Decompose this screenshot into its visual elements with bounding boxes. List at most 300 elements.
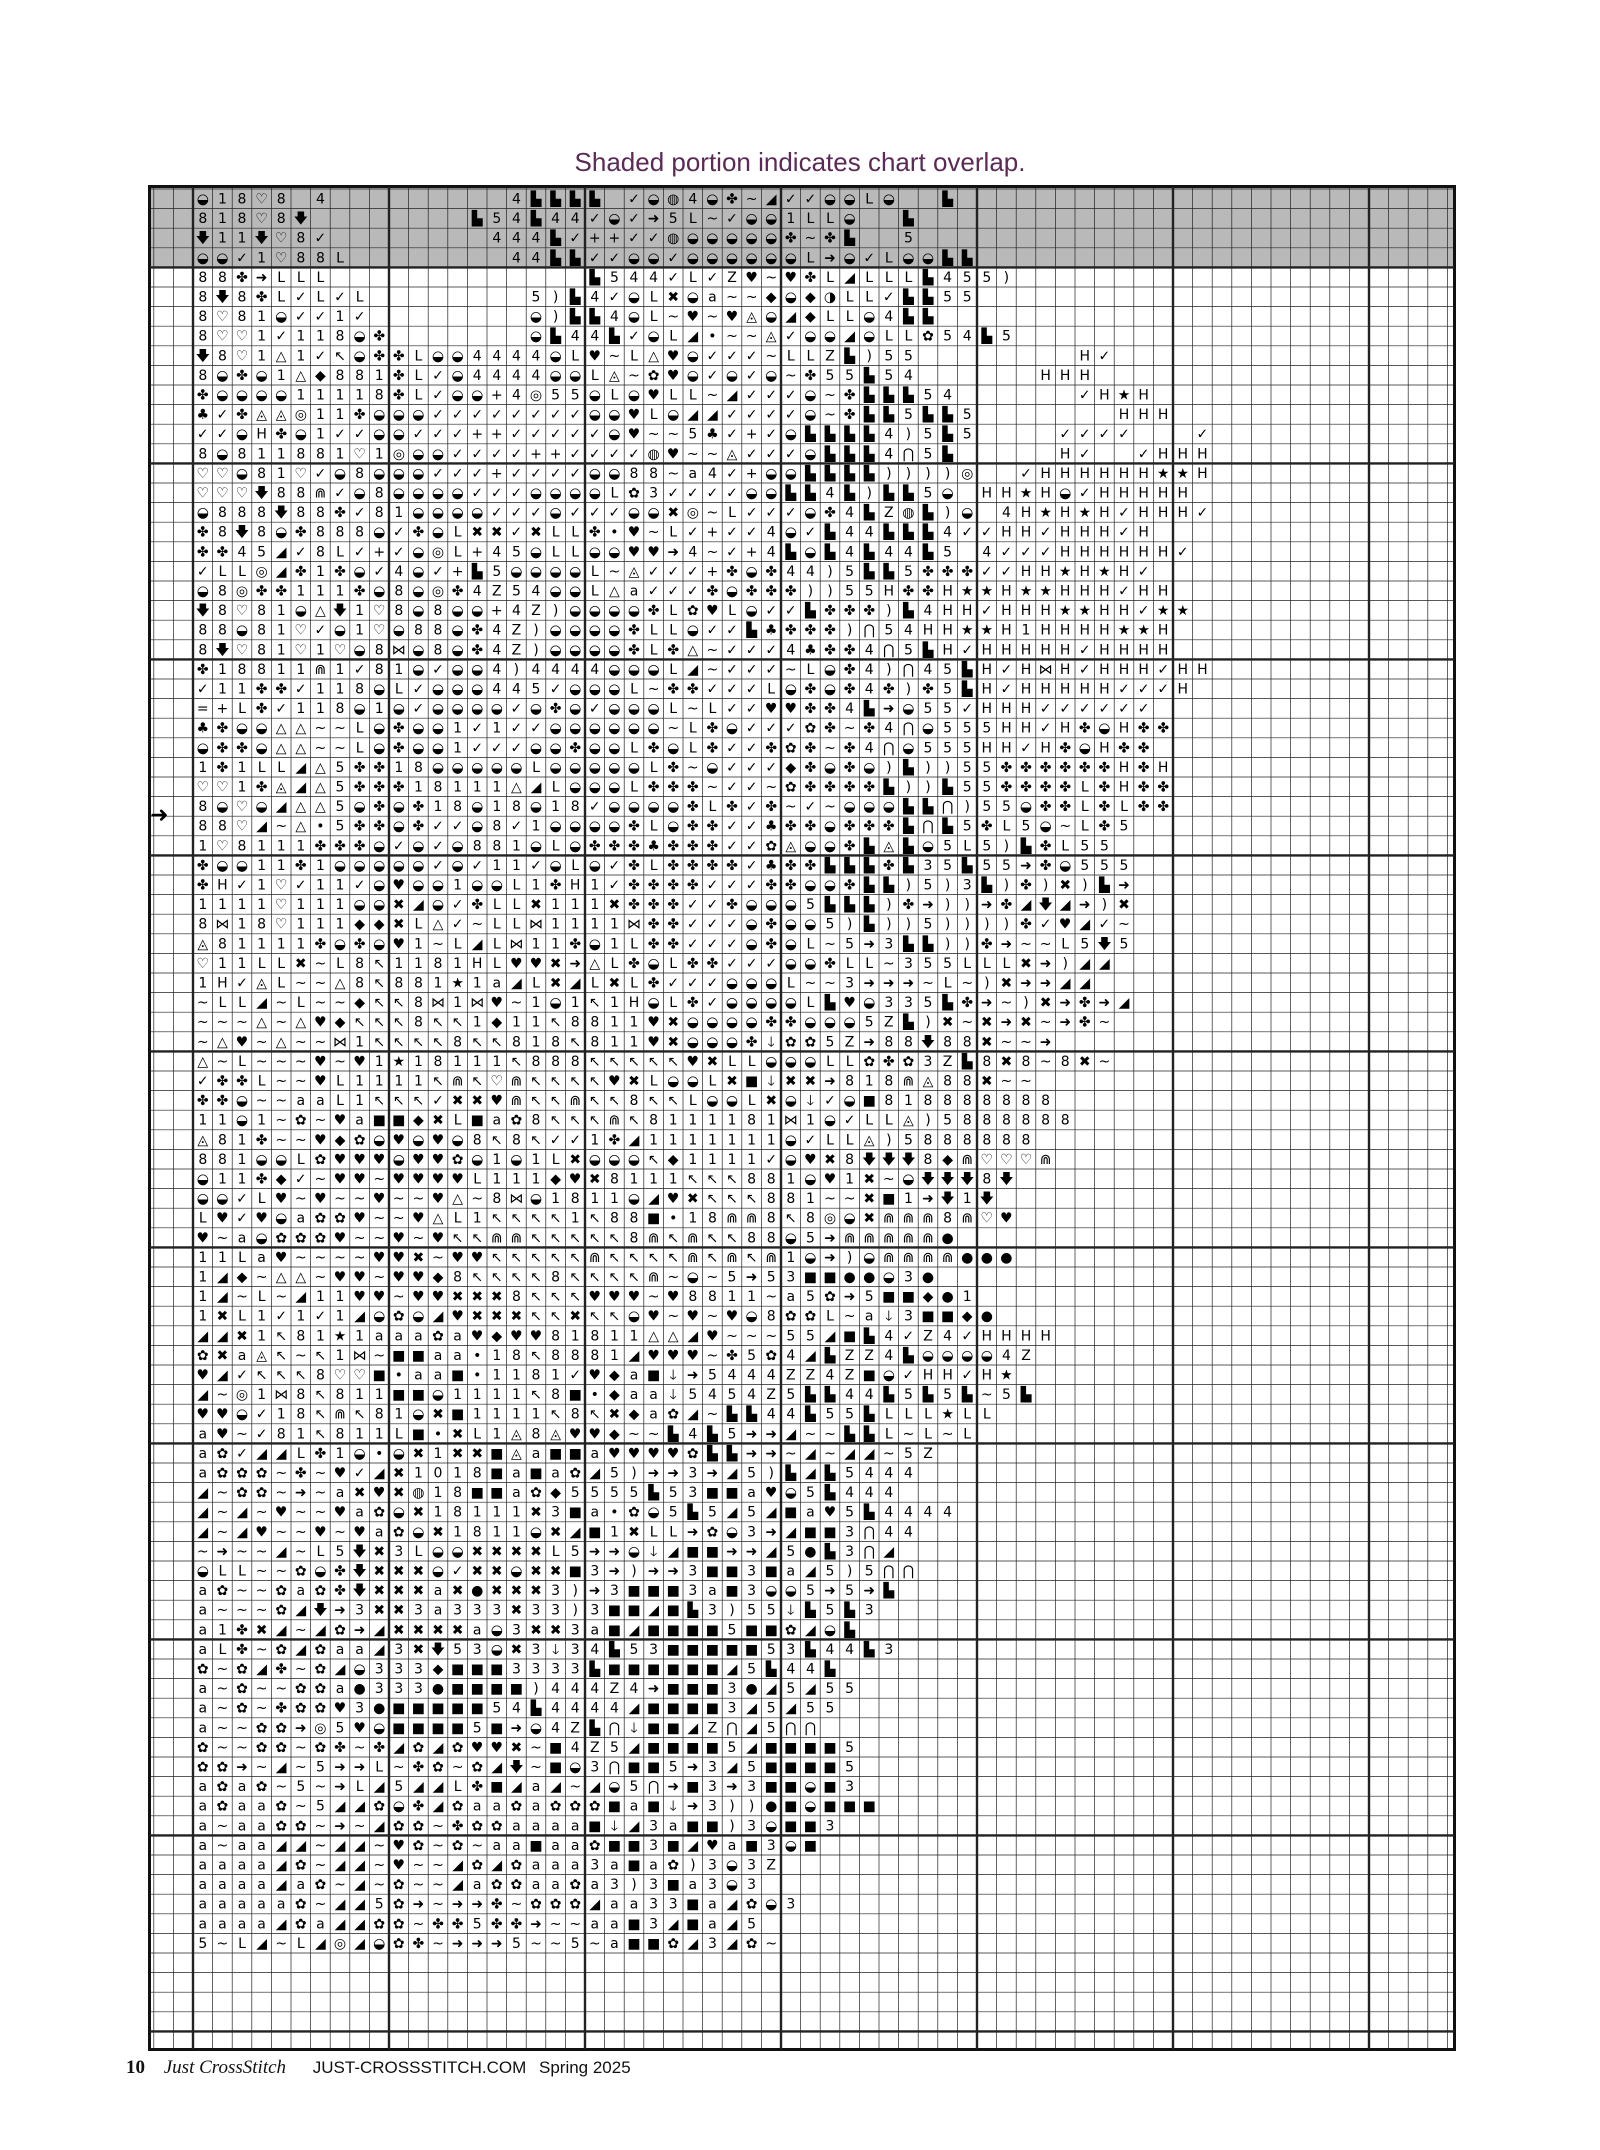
stitch-symbol: ~: [295, 1622, 307, 1638]
stitch-symbol: ■: [647, 1760, 660, 1776]
stitch-symbol: H: [1178, 446, 1189, 462]
stitch-symbol: ◒: [216, 250, 228, 266]
stitch-symbol: ◢: [727, 1897, 738, 1913]
stitch-symbol: ✓: [354, 427, 366, 443]
stitch-symbol: ~: [432, 936, 444, 952]
stitch-symbol: ◒: [628, 662, 640, 678]
stitch-symbol: ~: [217, 1681, 229, 1697]
stitch-symbol: ~: [746, 192, 758, 208]
stitch-symbol: ↖: [569, 1230, 581, 1246]
stitch-symbol: ◆: [433, 1270, 444, 1286]
stitch-symbol: ◒: [373, 1132, 385, 1148]
stitch-symbol: 1: [198, 1113, 207, 1129]
stitch-symbol: ◬: [510, 1446, 522, 1462]
stitch-symbol: ✤: [354, 407, 366, 423]
stitch-symbol: H: [1158, 642, 1169, 658]
stitch-symbol: ↖: [491, 1211, 503, 1227]
stitch-symbol: ✓: [765, 956, 777, 972]
stitch-symbol: 5: [943, 662, 952, 678]
stitch-symbol: ■: [667, 1681, 680, 1697]
stitch-symbol: ✓: [785, 721, 797, 737]
stitch-symbol: 🡓: [787, 1603, 794, 1619]
stitch-symbol: 5: [767, 1720, 776, 1736]
stitch-symbol: ✓: [609, 858, 621, 874]
stitch-symbol: ✤: [334, 505, 346, 521]
stitch-symbol: 1: [238, 682, 247, 698]
stitch-symbol: 🡓: [670, 1387, 677, 1403]
stitch-symbol: 8: [434, 1054, 443, 1070]
stitch-symbol: ➜: [863, 976, 875, 992]
stitch-symbol: ✤: [785, 819, 797, 835]
stitch-symbol: ■: [784, 1760, 797, 1776]
stitch-symbol: ~: [217, 1740, 229, 1756]
stitch-symbol: ✓: [746, 701, 758, 717]
stitch-symbol: ~: [452, 1760, 464, 1776]
stitch-symbol: a: [806, 1505, 815, 1521]
stitch-symbol: H: [1080, 564, 1091, 580]
stitch-symbol: ✖: [217, 1309, 229, 1325]
stitch-symbol: 8: [884, 1074, 893, 1090]
stitch-symbol: ♥: [334, 1172, 347, 1188]
stitch-symbol: 8: [316, 446, 325, 462]
stitch-symbol: H: [1138, 486, 1149, 502]
stitch-symbol: ✖: [471, 525, 483, 541]
stitch-symbol: ◒: [373, 1936, 385, 1952]
stitch-symbol: ♥: [236, 1034, 249, 1050]
stitch-symbol: ■: [490, 1662, 503, 1678]
stitch-symbol: 8: [747, 1113, 756, 1129]
stitch-symbol: ~: [667, 1270, 679, 1286]
stitch-symbol: ✓: [550, 466, 562, 482]
stitch-symbol: ~: [1040, 936, 1052, 952]
stitch-symbol: ~: [295, 1034, 307, 1050]
stitch-symbol: H: [1060, 662, 1071, 678]
stitch-symbol: H: [1021, 682, 1032, 698]
stitch-symbol: ↖: [609, 1270, 621, 1286]
stitch-symbol: ✤: [824, 721, 836, 737]
stitch-symbol: ▙: [824, 895, 836, 913]
stitch-symbol: ✓: [511, 740, 523, 756]
stitch-symbol: 4: [473, 368, 482, 384]
stitch-symbol: ✓: [707, 897, 719, 913]
stitch-symbol: ✓: [452, 1564, 464, 1580]
stitch-symbol: H: [1158, 486, 1169, 502]
stitch-symbol: H: [1060, 642, 1071, 658]
stitch-symbol: 1: [198, 1309, 207, 1325]
stitch-symbol: 3: [551, 1603, 560, 1619]
stitch-symbol: ↖: [726, 1191, 738, 1207]
stitch-symbol: ✓: [511, 466, 523, 482]
stitch-symbol: L: [454, 525, 462, 541]
stitch-symbol: ✓: [1059, 701, 1071, 717]
stitch-symbol: ✖: [550, 1564, 562, 1580]
stitch-symbol: ✤: [961, 995, 973, 1011]
stitch-symbol: ▙: [588, 268, 600, 286]
stitch-symbol: 1: [336, 1348, 345, 1364]
stitch-symbol: ◆: [550, 1485, 561, 1501]
stitch-symbol: ~: [373, 1877, 385, 1893]
stitch-symbol: ✓: [511, 721, 523, 737]
stitch-symbol: ✿: [275, 1740, 287, 1756]
stitch-symbol: ✤: [844, 740, 856, 756]
stitch-symbol: ■: [608, 1838, 621, 1854]
stitch-symbol: 8: [512, 1034, 521, 1050]
stitch-symbol: 3: [473, 1642, 482, 1658]
stitch-symbol: ➜: [648, 1564, 660, 1580]
stitch-symbol: ✿: [393, 1818, 405, 1834]
stitch-symbol: ■: [725, 1485, 738, 1501]
stitch-symbol: ~: [432, 1858, 444, 1874]
stitch-symbol: ✿: [569, 1466, 581, 1482]
stitch-symbol: ◒: [491, 701, 503, 717]
stitch-symbol: ◒: [628, 701, 640, 717]
stitch-symbol: ✓: [765, 603, 777, 619]
stitch-symbol: ✖: [707, 1054, 719, 1070]
stitch-symbol: L: [630, 780, 638, 796]
stitch-symbol: H: [982, 1368, 993, 1384]
stitch-symbol: ◒: [628, 603, 640, 619]
stitch-symbol: ↖: [413, 1034, 425, 1050]
stitch-symbol: ⋒: [687, 1230, 699, 1246]
stitch-symbol: ◒: [549, 505, 561, 521]
stitch-symbol: ◢: [1079, 956, 1090, 972]
stitch-symbol: 5: [924, 701, 933, 717]
stitch-symbol: ◢: [237, 1524, 248, 1540]
stitch-symbol: 8: [551, 1054, 560, 1070]
stitch-symbol: ✓: [1138, 564, 1150, 580]
stitch-symbol: 5: [198, 1936, 207, 1952]
stitch-symbol: 8: [414, 1015, 423, 1031]
stitch-symbol: ✤: [1099, 780, 1111, 796]
stitch-symbol: 4: [845, 525, 854, 541]
stitch-symbol: 3: [708, 1936, 717, 1952]
stitch-symbol: 8: [355, 956, 364, 972]
stitch-symbol: ◒: [393, 1152, 405, 1168]
stitch-symbol: ▙: [922, 934, 934, 952]
stitch-symbol: L: [1002, 956, 1010, 972]
stitch-symbol: 3: [355, 1701, 364, 1717]
stitch-symbol: ✤: [1157, 799, 1169, 815]
stitch-symbol: ➜: [295, 1485, 307, 1501]
stitch-symbol: ✓: [1177, 544, 1189, 560]
stitch-symbol: H: [1178, 486, 1189, 502]
stitch-symbol: ◒: [785, 427, 797, 443]
stitch-symbol: 8: [512, 1132, 521, 1148]
stitch-symbol: ◒: [589, 858, 601, 874]
stitch-symbol: 8: [571, 1054, 580, 1070]
stitch-symbol: H: [1138, 662, 1149, 678]
stitch-symbol: ■: [549, 1446, 562, 1462]
stitch-symbol: ✓: [746, 642, 758, 658]
stitch-symbol: ✤: [256, 290, 268, 306]
stitch-symbol: 5: [630, 1779, 639, 1795]
stitch-symbol: ⋒: [648, 1230, 660, 1246]
stitch-symbol: L: [669, 329, 677, 345]
stitch-symbol: ▙: [843, 1424, 855, 1442]
stitch-symbol: ✿: [354, 1132, 366, 1148]
stitch-symbol: ▙: [902, 934, 914, 952]
stitch-symbol: ✓: [1020, 544, 1032, 560]
stitch-symbol: ~: [334, 740, 346, 756]
stitch-symbol: a: [610, 1897, 619, 1913]
stitch-symbol: ▙: [863, 366, 875, 384]
stitch-symbol: ✿: [315, 1583, 327, 1599]
stitch-symbol: 4: [571, 1681, 580, 1697]
stitch-symbol: 5: [492, 211, 501, 227]
stitch-symbol: ➜: [530, 1916, 542, 1932]
stitch-symbol: ↖: [726, 1230, 738, 1246]
stitch-symbol: ✖: [511, 1642, 523, 1658]
stitch-symbol: ✤: [413, 1799, 425, 1815]
stitch-symbol: 0: [434, 1466, 443, 1482]
stitch-symbol: ✓: [707, 486, 719, 502]
stitch-symbol: 🡇: [333, 603, 347, 619]
stitch-symbol: 3: [708, 1779, 717, 1795]
stitch-symbol: ↖: [589, 1309, 601, 1325]
stitch-symbol: ▙: [706, 1444, 718, 1462]
stitch-symbol: ~: [707, 309, 719, 325]
stitch-symbol: ▙: [980, 876, 992, 894]
stitch-symbol: ◒: [197, 1172, 209, 1188]
stitch-symbol: ~: [275, 1113, 287, 1129]
stitch-symbol: ◢: [785, 1524, 796, 1540]
stitch-symbol: ✤: [609, 838, 621, 854]
stitch-symbol: 8: [296, 1387, 305, 1403]
stitch-symbol: ✤: [275, 1662, 287, 1678]
stitch-symbol: ■: [784, 1779, 797, 1795]
stitch-symbol: ◒: [765, 231, 777, 247]
stitch-symbol: H: [1158, 407, 1169, 423]
stitch-symbol: ■: [804, 1740, 817, 1756]
stitch-symbol: L: [493, 897, 501, 913]
stitch-symbol: 8: [982, 1172, 991, 1188]
stitch-symbol: ◒: [628, 250, 640, 266]
stitch-symbol: a: [199, 1799, 208, 1815]
stitch-symbol: ✖: [785, 1074, 797, 1090]
stitch-symbol: ⋂: [922, 819, 933, 835]
stitch-symbol: ✤: [393, 740, 405, 756]
stitch-symbol: ~: [236, 1289, 248, 1305]
stitch-symbol: a: [414, 1328, 423, 1344]
stitch-symbol: ■: [882, 1289, 895, 1305]
stitch-symbol: 5: [943, 329, 952, 345]
stitch-symbol: ▙: [824, 542, 836, 560]
stitch-symbol: 8: [198, 799, 207, 815]
stitch-symbol: 4: [943, 1505, 952, 1521]
stitch-symbol: ◒: [804, 1250, 816, 1266]
stitch-symbol: ↖: [648, 1250, 660, 1266]
stitch-symbol: ✿: [922, 329, 934, 345]
stitch-symbol: a: [238, 1916, 247, 1932]
stitch-symbol: ◒: [236, 427, 248, 443]
stitch-symbol: ✿: [452, 1152, 464, 1168]
stitch-symbol: ~: [726, 1328, 738, 1344]
stitch-symbol: ✓: [687, 564, 699, 580]
stitch-symbol: ✤: [805, 270, 817, 286]
stitch-symbol: ▙: [941, 190, 953, 208]
stitch-symbol: ◒: [236, 388, 248, 404]
stitch-symbol: ➜: [765, 1446, 777, 1462]
stitch-symbol: ◢: [217, 1289, 228, 1305]
stitch-symbol: ▙: [902, 1346, 914, 1364]
stitch-symbol: ✓: [765, 388, 777, 404]
stitch-symbol: ~: [530, 1936, 542, 1952]
stitch-symbol: a: [257, 1838, 266, 1854]
stitch-symbol: ◒: [726, 1858, 738, 1874]
stitch-symbol: ✖: [393, 917, 405, 933]
stitch-symbol: ~: [275, 1054, 287, 1070]
stitch-symbol: ♡: [334, 642, 347, 658]
stitch-symbol: ◒: [804, 505, 816, 521]
stitch-symbol: a: [689, 1877, 698, 1893]
stitch-symbol: a: [532, 1858, 541, 1874]
stitch-symbol: ~: [1040, 1054, 1052, 1070]
stitch-symbol: ◢: [276, 1916, 287, 1932]
stitch-symbol: ✓: [726, 956, 738, 972]
stitch-symbol: 4: [492, 662, 501, 678]
stitch-symbol: ◢: [844, 1446, 855, 1462]
stitch-symbol: 1: [512, 1407, 521, 1423]
stitch-symbol: 1: [551, 1368, 560, 1384]
stitch-symbol: ➜: [1040, 1034, 1052, 1050]
stitch-symbol: ~: [217, 1485, 229, 1501]
stitch-symbol: ◢: [315, 1936, 326, 1952]
stitch-symbol: ✿: [765, 1348, 777, 1364]
stitch-symbol: 5: [826, 1034, 835, 1050]
stitch-symbol: △: [452, 1191, 463, 1207]
stitch-symbol: L: [904, 270, 912, 286]
stitch-symbol: ♥: [589, 348, 602, 364]
stitch-symbol: ◆: [315, 368, 326, 384]
stitch-symbol: 5: [336, 819, 345, 835]
stitch-symbol: ✓: [707, 917, 719, 933]
stitch-symbol: ■: [647, 1701, 660, 1717]
stitch-symbol: ~: [785, 799, 797, 815]
stitch-symbol: ✤: [765, 584, 777, 600]
stitch-symbol: ): [886, 466, 891, 482]
stitch-symbol: ▙: [882, 484, 894, 502]
stitch-symbol: ): [906, 682, 911, 698]
stitch-symbol: 5: [728, 1387, 737, 1403]
stitch-symbol: ~: [334, 1877, 346, 1893]
stitch-symbol: ✿: [295, 1916, 307, 1932]
stitch-symbol: L: [885, 1407, 893, 1423]
stitch-symbol: L: [767, 682, 775, 698]
stitch-symbol: ◒: [373, 858, 385, 874]
stitch-symbol: H: [1099, 544, 1110, 560]
stitch-symbol: 5: [728, 1740, 737, 1756]
stitch-symbol: ◒: [589, 388, 601, 404]
stitch-symbol: ◒: [765, 1583, 777, 1599]
stitch-symbol: ■: [569, 1564, 582, 1580]
stitch-symbol: ✤: [844, 407, 856, 423]
stitch-symbol: ~: [217, 1936, 229, 1952]
stitch-symbol: ◢: [276, 1877, 287, 1893]
stitch-symbol: 1: [610, 995, 619, 1011]
stitch-symbol: ✓: [883, 290, 895, 306]
stitch-symbol: •: [473, 1348, 481, 1364]
stitch-symbol: ~: [844, 1309, 856, 1325]
stitch-symbol: ✿: [628, 486, 640, 502]
stitch-symbol: ◢: [727, 1466, 738, 1482]
stitch-symbol: L: [865, 192, 873, 208]
stitch-symbol: ■: [686, 1622, 699, 1638]
stitch-symbol: H: [884, 584, 895, 600]
stitch-symbol: 3: [610, 1583, 619, 1599]
stitch-symbol: ♥: [334, 1505, 347, 1521]
stitch-symbol: ◢: [511, 976, 522, 992]
stitch-symbol: ~: [824, 388, 836, 404]
stitch-symbol: 8: [630, 1211, 639, 1227]
stitch-symbol: ✓: [1197, 427, 1209, 443]
stitch-symbol: ■: [686, 1740, 699, 1756]
stitch-symbol: ↖: [511, 1054, 523, 1070]
stitch-symbol: 4: [865, 682, 874, 698]
stitch-symbol: ↖: [628, 1270, 640, 1286]
stitch-symbol: ✓: [726, 878, 738, 894]
stitch-symbol: 3: [551, 1505, 560, 1521]
stitch-symbol: ✤: [236, 1642, 248, 1658]
stitch-symbol: △: [276, 1034, 287, 1050]
stitch-symbol: 8: [904, 1034, 913, 1050]
stitch-symbol: ✤: [648, 897, 660, 913]
stitch-symbol: L: [689, 388, 697, 404]
stitch-symbol: ◆: [609, 1426, 620, 1442]
stitch-symbol: ✓: [511, 505, 523, 521]
stitch-symbol: ✿: [667, 1936, 679, 1952]
stitch-symbol: ▙: [922, 542, 934, 560]
stitch-symbol: ◒: [765, 897, 777, 913]
stitch-symbol: a: [238, 1799, 247, 1815]
stitch-symbol: ▙: [804, 1640, 816, 1658]
stitch-symbol: ■: [490, 1720, 503, 1736]
stitch-symbol: ♥: [275, 1191, 288, 1207]
stitch-symbol: 3: [708, 1858, 717, 1874]
stitch-symbol: ◒: [785, 1485, 797, 1501]
stitch-symbol: 🡇: [960, 1172, 974, 1188]
stitch-symbol: ◒: [902, 740, 914, 756]
stitch-symbol: ■: [549, 1760, 562, 1776]
stitch-symbol: 1: [316, 1328, 325, 1344]
stitch-symbol: ↖: [550, 1074, 562, 1090]
stitch-symbol: ~: [373, 1858, 385, 1874]
stitch-symbol: ✓: [726, 917, 738, 933]
stitch-symbol: ✓: [471, 858, 483, 874]
stitch-symbol: 1: [571, 917, 580, 933]
stitch-symbol: ◢: [354, 1838, 365, 1854]
stitch-symbol: ●: [1000, 1250, 1012, 1266]
stitch-symbol: ➜: [765, 1426, 777, 1442]
stitch-symbol: ✓: [432, 662, 444, 678]
stitch-symbol: 1: [336, 1289, 345, 1305]
stitch-symbol: ■: [706, 1622, 719, 1638]
stitch-symbol: H: [942, 584, 953, 600]
stitch-symbol: ): [964, 917, 969, 933]
stitch-symbol: ✖: [530, 897, 542, 913]
stitch-symbol: 4: [551, 1720, 560, 1736]
stitch-symbol: ✤: [648, 780, 660, 796]
stitch-symbol: ◢: [629, 1622, 640, 1638]
stitch-symbol: ◒: [628, 1544, 640, 1560]
stitch-symbol: ◢: [374, 1642, 385, 1658]
stitch-symbol: a: [630, 1897, 639, 1913]
stitch-symbol: ✤: [1138, 799, 1150, 815]
stitch-symbol: L: [650, 1074, 658, 1090]
stitch-symbol: a: [610, 1858, 619, 1874]
stitch-symbol: 1: [512, 838, 521, 854]
stitch-symbol: ✓: [315, 348, 327, 364]
stitch-symbol: ✓: [667, 976, 679, 992]
